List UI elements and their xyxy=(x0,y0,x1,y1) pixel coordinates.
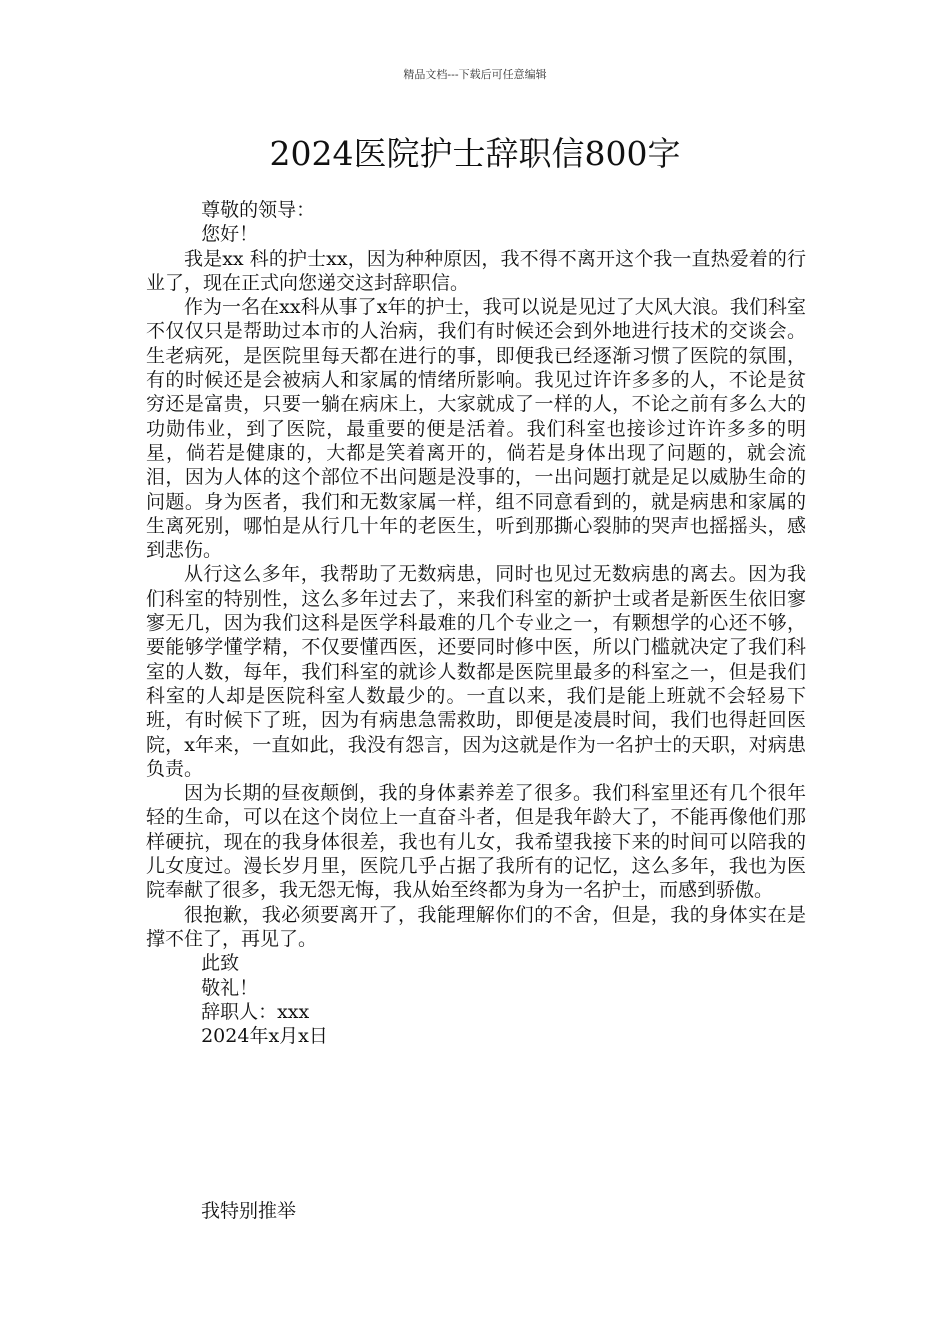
closing-line-1: 此致 xyxy=(201,952,240,975)
paragraph-department: 从行这么多年，我帮助了无数病患，同时也见过无数病患的离去。因为我们科室的特别性，这么多年过去了，来我们科室的新护士或者是新医生依旧寥寥无几，因为我们这科是医学科最难的几个专业之一，有颗想学的心还不够，要能够学懂学精，不仅要懂西医，还要同时修中医，所以门槛就决定了我们科室的人数，每年，我们科室的就诊人数都是医院里最多的科室之一，但是我们科室的人却是医院科室人数最少的。一直以来，我们是能上班就不会轻易下班，有时候下了班，因为有病患急需救助，即便是凌晨时间，我们也得赶回医院，x年来，一直如此，我没有怨言，因为这就是作为一名护士的天职，对病患负责。 xyxy=(146,563,806,780)
letter-body xyxy=(146,198,806,1048)
header-note: 精品文档---下载后可任意编辑 xyxy=(403,68,547,81)
closing-line-2: 敬礼！ xyxy=(201,976,259,999)
paragraph-health: 因为长期的昼夜颠倒，我的身体素养差了很多。我们科室里还有几个很年轻的生命，可以在这个岗位上一直奋斗者，但是我年龄大了，不能再像他们那样硬抗，现在的我身体很差，我也有儿女，我希望我接下来的时间可以陪我的儿女度过。漫长岁月里，医院几乎占据了我所有的记忆，这么多年，我也为医院奉献了很多，我无怨无悔，我从始至终都为身为一名护士，而感到骄傲。 xyxy=(146,782,806,902)
footer-note: 我特别推举 xyxy=(201,1200,297,1222)
paragraph-intro: 我是xx 科的护士xx，因为种种原因，我不得不离开这个我一直热爱着的行业了，现在正式向您递交这封辞职信。 xyxy=(146,247,806,294)
paragraph-experience: 作为一名在xx科从事了x年的护士，我可以说是见过了大风大浪。我们科室不仅仅只是帮助过本市的人治病，我们有时候还会到外地进行技术的交谈会。生老病死，是医院里每天都在进行的事，即便我已经逐渐习惯了医院的氛围，有的时候还是会被病人和家属的情绪所影响。我见过许许多多的人，不论是贫穷还是富贵，只要一躺在病床上，大家就成了一样的人，不论之前有多么大的功勋伟业，到了医院，最重要的便是活着。我们科室也接诊过许许多多的明星，倘若是健康的，大都是笑着离开的，倘若是身体出现了问题的，就会流泪，因为人体的这个部位不出问题是没事的，一出问题打就是足以威胁生命的问题。身为医者，我们和无数家属一样，组不同意看到的，就是病患和家属的生离死别，哪怕是从行几十年的老医生，听到那撕心裂肺的哭声也摇摇头，感到悲伤。 xyxy=(146,296,806,562)
paragraph-farewell: 很抱歉，我必须要离开了，我能理解你们的不舍，但是，我的身体实在是撑不住了，再见了。 xyxy=(146,903,806,950)
signature: 辞职人：xxx xyxy=(201,1000,310,1023)
salutation: 尊敬的领导： xyxy=(201,199,316,221)
greeting: 您好！ xyxy=(201,223,259,246)
document-title: 2024医院护士辞职信800字 xyxy=(269,134,681,173)
letter-date: 2024年x月x日 xyxy=(201,1025,328,1048)
